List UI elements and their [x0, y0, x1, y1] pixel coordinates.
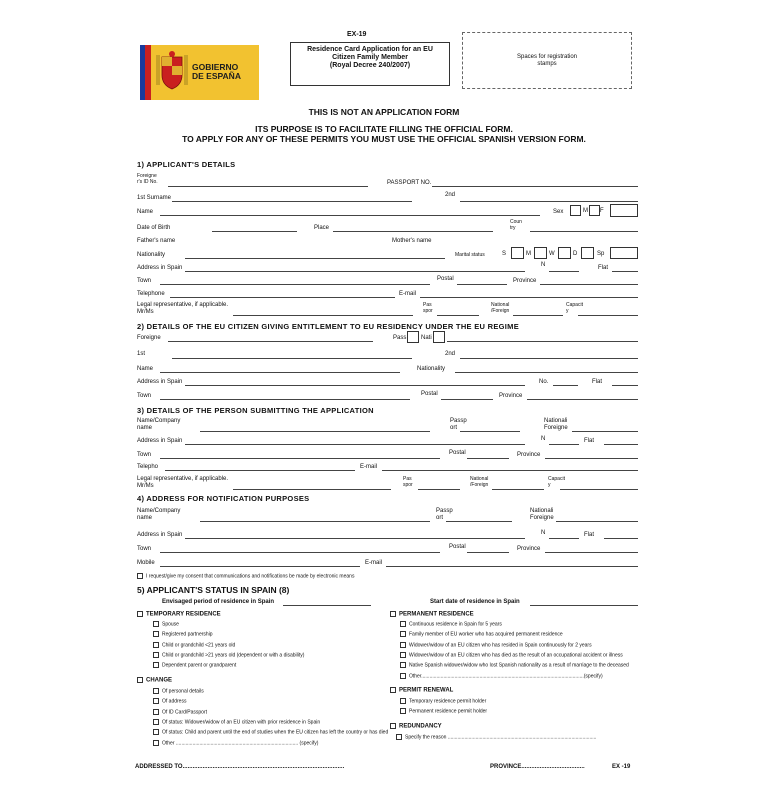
renewal-option[interactable]: Temporary residence permit holder [400, 698, 487, 704]
marital-d-label: D [573, 251, 578, 257]
s2-town-field[interactable] [160, 399, 410, 400]
s4-national-label: Nationali Foreigne [530, 508, 554, 521]
s4-passport-field[interactable] [446, 521, 512, 522]
s4-flat-label: Flat [584, 532, 595, 538]
s4-town-field[interactable] [160, 552, 440, 553]
legal-rep-label: Legal representative, if applicable. Mr/Ms [137, 302, 229, 315]
temporary-residence-heading[interactable]: TEMPORARY RESIDENCE [137, 611, 221, 619]
s3-passport-field[interactable] [460, 431, 520, 432]
s3-name-field[interactable] [200, 431, 430, 432]
province-label: Province [513, 278, 537, 284]
dob-label: Date of Birth [137, 225, 171, 231]
change-option[interactable]: Of address [153, 698, 388, 704]
town-field[interactable] [160, 284, 430, 285]
section-2-title: 2) DETAILS OF THE EU CITIZEN GIVING ENTITLEMENT TO EU RESIDENCY UNDER THE EU REGIME [137, 322, 520, 331]
stamp-label-2: stamps [537, 61, 557, 67]
redundancy-option[interactable]: Specify the reason ........................................................................................................... [396, 734, 596, 740]
s3-legal-rep-label: Legal representative, if applicable. Mr/Ms [137, 476, 229, 489]
form-title-line-2: Citizen Family Member [332, 54, 408, 61]
change-option[interactable]: Of personal details [153, 688, 388, 694]
s4-address-label: Address in Spain [137, 532, 183, 538]
form-title-box [290, 42, 450, 86]
email-label: E-mail [399, 291, 417, 297]
change-option[interactable]: Of ID Card/Passport [153, 709, 388, 715]
s3-legal-rep-field[interactable] [233, 489, 391, 490]
s3-email-field[interactable] [382, 470, 638, 471]
country-field[interactable] [530, 231, 638, 232]
electronic-consent[interactable] [137, 573, 354, 579]
surname1-field[interactable] [172, 201, 412, 202]
s4-passport-label: Passp ort [436, 508, 453, 521]
s3-address-label: Address in Spain [137, 438, 183, 444]
permit-renewal-heading[interactable]: PERMIT RENEWAL [390, 687, 453, 695]
s3-legal-passport-label: Pas spor [403, 476, 413, 488]
s3-legal-capacity-field[interactable] [560, 489, 638, 490]
permanent-option[interactable]: Widower/widow of an EU citizen who has resided in Spain continuously for 2 years [400, 642, 629, 648]
marital-d-checkbox[interactable] [581, 247, 594, 259]
s3-postal-field[interactable] [467, 458, 509, 459]
s4-province-field[interactable] [545, 552, 638, 553]
s4-flat-field[interactable] [604, 538, 638, 539]
change-option[interactable]: Of status: Child and parent until the end of studies when the EU citizen has left the country or has died [153, 729, 388, 735]
notice-line-1: THIS IS NOT AN APPLICATION FORM [308, 107, 460, 117]
footer-province: PROVINCE...................................... [490, 764, 585, 770]
s3-passport-label: Passp ort [450, 418, 467, 431]
start-date-field[interactable] [530, 605, 638, 606]
permit-renewal-checkbox[interactable] [390, 687, 396, 693]
s3-national-label: Nationali Foreigne [544, 418, 568, 431]
province-field[interactable] [540, 284, 638, 285]
father-label: Father's name [137, 238, 176, 244]
marital-m-checkbox[interactable] [534, 247, 547, 259]
form-code: EX-19 [347, 31, 367, 38]
s2-no-label: No. [539, 379, 549, 385]
permanent-residence-checkbox[interactable] [390, 611, 396, 617]
s3-town-label: Town [137, 452, 152, 458]
logo-line-1: GOBIERNO [192, 62, 239, 72]
s3-province-label: Province [517, 452, 541, 458]
registration-stamp-box [462, 32, 632, 89]
redundancy-checkbox[interactable] [390, 723, 396, 729]
s3-email-label: E-mail [360, 464, 378, 470]
s4-n-label: N [541, 530, 546, 536]
foreigner-id-label: Foreigne r's ID No. [137, 173, 158, 185]
legal-capacity-label: Capacit y [566, 302, 583, 314]
permanent-residence-heading[interactable]: PERMANENT RESIDENCE [390, 611, 474, 619]
sex-m-label: M [583, 208, 588, 214]
s2-province-field[interactable] [527, 399, 638, 400]
permanent-option[interactable]: Other.....................................................................................................................(specify) [400, 673, 629, 679]
surname1-label: 1st Surname [137, 195, 172, 201]
s4-mobile-field[interactable] [160, 566, 360, 567]
s3-legal-national-label: National /Foreign [470, 476, 489, 488]
place-label: Place [314, 225, 330, 231]
surname2-field[interactable] [460, 201, 638, 202]
temporary-residence-checkbox[interactable] [137, 611, 143, 617]
email-field[interactable] [420, 297, 638, 298]
s3-province-field[interactable] [545, 458, 638, 459]
footer-form-code: EX -19 [612, 764, 631, 770]
town-label: Town [137, 278, 152, 284]
surname2-label: 2nd [445, 192, 456, 198]
change-heading[interactable]: CHANGE [137, 677, 172, 685]
sex-box[interactable] [610, 204, 638, 217]
s2-national-checkbox[interactable] [433, 331, 445, 343]
sex-label: Sex [553, 209, 564, 215]
s3-flat-field[interactable] [604, 444, 638, 445]
temporary-option[interactable]: Registered partnership [153, 631, 304, 637]
s3-legal-capacity-label: Capacit y [548, 476, 565, 488]
form-title-line-1: Residence Card Application for an EU [307, 46, 433, 53]
address-n-label: N [541, 262, 546, 268]
nationality-field[interactable] [185, 258, 445, 259]
s2-passport-label: Pass [393, 335, 407, 341]
s2-province-label: Province [499, 393, 523, 399]
marital-sp-checkbox[interactable] [610, 247, 638, 259]
notice-line-2: ITS PURPOSE IS TO FACILITATE FILLING THE OFFICIAL FORM. [255, 124, 513, 134]
stamp-label-1: Spaces for registration [516, 54, 578, 60]
renewal-option[interactable]: Permanent residence permit holder [400, 708, 487, 714]
section-5-title: 5) APPLICANT'S STATUS IN SPAIN (8) [137, 585, 290, 595]
mother-label: Mother's name [392, 238, 432, 244]
temporary-residence-list [153, 621, 304, 669]
marital-w-checkbox[interactable] [558, 247, 571, 259]
s4-mobile-label: Mobile [137, 560, 155, 566]
s3-town-field[interactable] [160, 458, 440, 459]
temporary-option[interactable]: Child or grandchild <21 years old [153, 642, 304, 648]
name-label: Name [137, 209, 154, 215]
s3-legal-passport-field[interactable] [418, 489, 460, 490]
telephone-field[interactable] [170, 297, 395, 298]
legal-national-label: National /Foreign [491, 302, 510, 314]
legal-passport-field[interactable] [437, 315, 479, 316]
s2-id-field[interactable] [447, 341, 638, 342]
marital-label: Marital status [455, 252, 485, 258]
s3-n-field[interactable] [549, 444, 579, 445]
address-n-field[interactable] [549, 271, 579, 272]
address-label: Address in Spain [137, 265, 183, 271]
consent-label: I request/give my consent that communications and notifications be made by electronic means [146, 573, 355, 580]
sex-m-checkbox[interactable] [570, 205, 581, 216]
s2-address-label: Address in Spain [137, 379, 183, 385]
passport-field[interactable] [432, 186, 638, 187]
s3-postal-label: Postal [449, 450, 466, 456]
s4-town-label: Town [137, 546, 152, 552]
change-option[interactable]: Other ........................................................................................ (specify) [153, 740, 388, 746]
s3-telephone-label: Telepho [137, 464, 159, 470]
s4-national-field[interactable] [556, 521, 638, 522]
notice-line-3: TO APPLY FOR ANY OF THESE PERMITS YOU MUST USE THE OFFICIAL SPANISH VERSION FORM. [182, 134, 586, 144]
dob-field[interactable] [212, 231, 297, 232]
legal-capacity-field[interactable] [578, 315, 638, 316]
change-list [153, 688, 388, 746]
permit-renewal-list [400, 698, 487, 715]
s2-no-field[interactable] [553, 385, 578, 386]
nationality-label: Nationality [137, 252, 166, 258]
s2-name-field[interactable] [160, 372, 400, 373]
s2-national-label: Nati [421, 335, 432, 341]
address-field[interactable] [185, 271, 525, 272]
s3-flat-label: Flat [584, 438, 595, 444]
envisaged-period-label: Envisaged period of residence in Spain [162, 599, 275, 605]
s3-legal-national-field[interactable] [492, 489, 544, 490]
s2-town-label: Town [137, 393, 152, 399]
envisaged-period-field[interactable] [283, 605, 371, 606]
form-title-line-3: (Royal Decree 240/2007) [329, 62, 411, 69]
s3-telephone-field[interactable] [165, 470, 355, 471]
legal-passport-label: Pas spor [423, 302, 433, 314]
s2-surname2-field[interactable] [460, 358, 638, 359]
s2-flat-label: Flat [592, 379, 603, 385]
permanent-option[interactable]: Native Spanish widower/widow who lost Spanish nationality as a result of marriage to the deceased [400, 662, 629, 668]
s4-postal-field[interactable] [467, 552, 509, 553]
change-option[interactable]: Of status: Widower/widow of an EU citizen with prior residence in Spain [153, 719, 388, 725]
redundancy-list [396, 734, 596, 740]
foreigner-id-field[interactable] [168, 186, 368, 187]
s2-postal-field[interactable] [441, 399, 493, 400]
s2-surname2-label: 2nd [445, 351, 456, 357]
start-date-label: Start date of residence in Spain [430, 599, 520, 605]
redundancy-heading[interactable]: REDUNDANCY [390, 723, 442, 731]
s2-address-field[interactable] [185, 385, 525, 386]
s4-n-field[interactable] [549, 538, 579, 539]
section-3-title: 3) DETAILS OF THE PERSON SUBMITTING THE APPLICATION [137, 406, 374, 415]
name-field[interactable] [160, 215, 540, 216]
permanent-option[interactable]: Family member of EU worker who has acquired permanent residence [400, 631, 629, 637]
logo-line-2: DE ESPAÑA [192, 71, 241, 81]
telephone-label: Telephone [137, 291, 165, 297]
s4-province-label: Province [517, 546, 541, 552]
coat-of-arms-icon [154, 51, 190, 93]
s3-address-field[interactable] [185, 444, 525, 445]
consent-checkbox[interactable] [137, 573, 143, 579]
place-field[interactable] [333, 231, 493, 232]
s3-n-label: N [541, 436, 546, 442]
marital-s-label: S [502, 251, 507, 257]
marital-s-checkbox[interactable] [511, 247, 524, 259]
sex-f-label: F [600, 208, 604, 214]
marital-sp-label: Sp [597, 251, 605, 257]
section-4-title: 4) ADDRESS FOR NOTIFICATION PURPOSES [137, 494, 310, 503]
legal-national-field[interactable] [513, 315, 563, 316]
temporary-option[interactable]: Spouse [153, 621, 304, 627]
flat-label: Flat [598, 265, 609, 271]
s4-email-field[interactable] [386, 566, 638, 567]
marital-w-label: W [549, 251, 555, 257]
permanent-option[interactable]: Continuous residence in Spain for 5 years [400, 621, 629, 627]
s2-name-label: Name [137, 366, 154, 372]
government-logo [140, 45, 259, 100]
s2-flat-field[interactable] [612, 385, 638, 386]
permanent-residence-list [400, 621, 629, 679]
s4-name-label: Name/Company name [137, 508, 181, 521]
sex-f-checkbox[interactable] [589, 205, 600, 216]
country-label: Coun try [510, 219, 522, 231]
postal-label: Postal [437, 276, 454, 282]
s3-name-label: Name/Company name [137, 418, 181, 431]
marital-m-label: M [526, 251, 531, 257]
addressed-to: ADDRESSED TO................................................................................................. [135, 764, 345, 770]
flat-field[interactable] [612, 271, 638, 272]
s3-national-field[interactable] [572, 431, 638, 432]
temporary-option[interactable]: Dependent parent or grandparent [153, 662, 304, 668]
legal-rep-field[interactable] [233, 315, 413, 316]
s2-surname1-label: 1st [137, 351, 146, 357]
passport-label: PASSPORT NO. [387, 180, 432, 186]
s4-postal-label: Postal [449, 544, 466, 550]
s4-name-field[interactable] [200, 521, 430, 522]
s2-nationality-label: Nationality [417, 366, 446, 372]
s2-foreigner-label: Foreigne [137, 335, 161, 341]
s2-postal-label: Postal [421, 391, 438, 397]
s2-passport-checkbox[interactable] [407, 331, 419, 343]
s4-address-field[interactable] [185, 538, 525, 539]
change-checkbox[interactable] [137, 677, 143, 683]
postal-field[interactable] [457, 284, 507, 285]
temporary-option[interactable]: Child or grandchild >21 years old (dependent or with a disability) [153, 652, 304, 658]
permanent-option[interactable]: Widower/widow of an EU citizen who has died as the result of an occupational accident or illness [400, 652, 629, 658]
section-1-title: 1) APPLICANT'S DETAILS [137, 160, 236, 169]
s4-email-label: E-mail [365, 560, 383, 566]
s2-foreigner-field[interactable] [168, 341, 373, 342]
s2-surname1-field[interactable] [172, 358, 412, 359]
s2-nationality-field[interactable] [455, 372, 638, 373]
